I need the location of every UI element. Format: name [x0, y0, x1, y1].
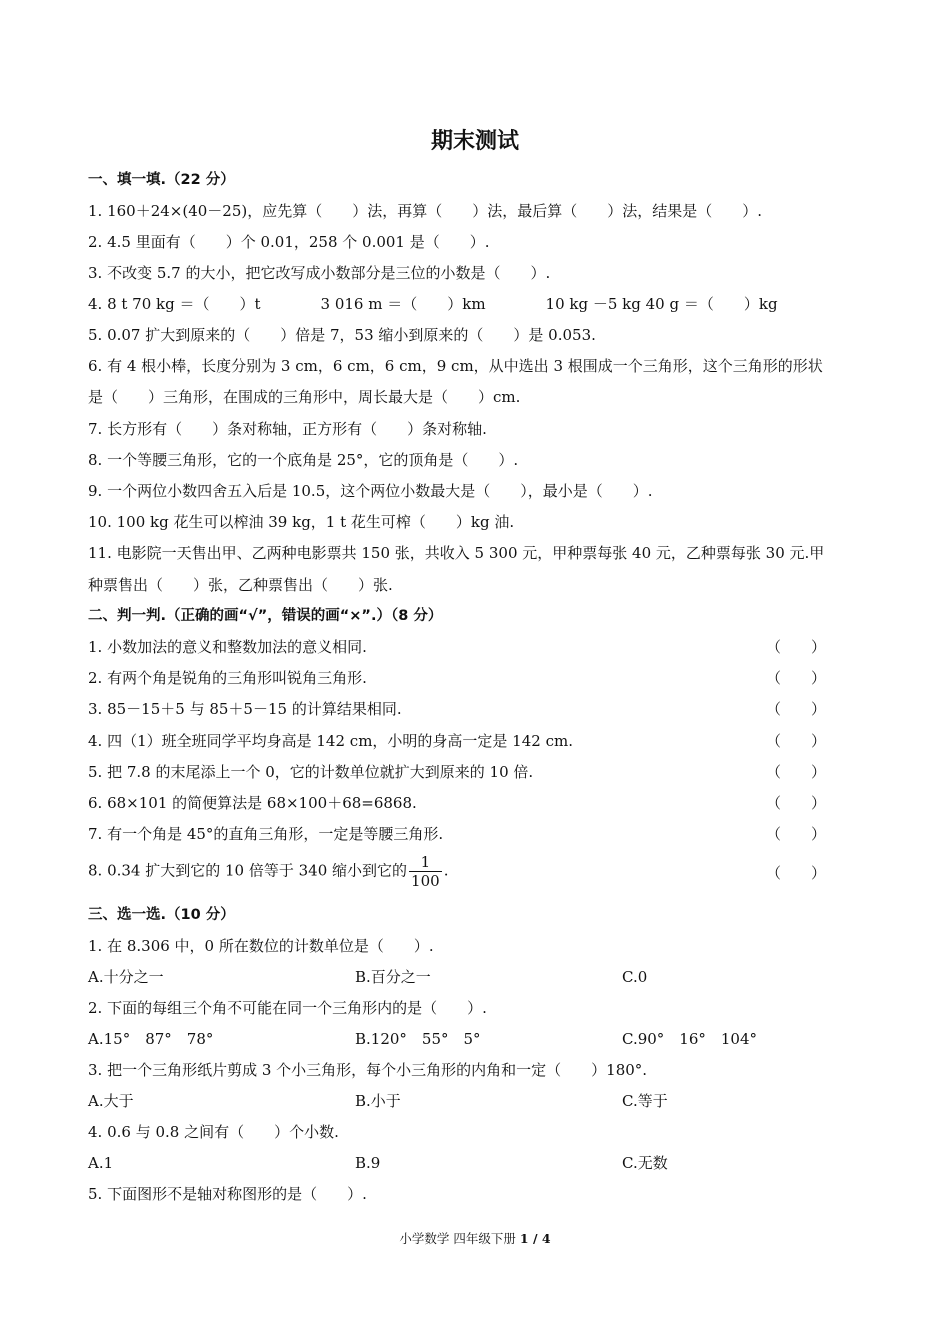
fill-question-11-line2: 种票售出（ ）张，乙种票售出（ ）张.	[88, 576, 393, 594]
choose-question-5: 5. 下面图形不是轴对称图形的是（ ）.	[88, 1185, 367, 1203]
fraction	[409, 853, 442, 890]
fill-question-11-line1: 11. 电影院一天售出甲、乙两种电影票共 150 张，共收入 5 300 元，甲种票每张 40 元，乙种票每张 30 元.甲	[88, 544, 825, 562]
choose-question-2: 2. 下面的每组三个角不可能在同一个三角形内的是（ ）.	[88, 999, 487, 1017]
judge-answer-blank-2[interactable]: （ ）	[766, 669, 827, 687]
fill-question-5: 5. 0.07 扩大到原来的（ ）倍是 7，53 缩小到原来的（ ）是 0.053.	[88, 326, 596, 344]
page-number: 1 / 4	[519, 1231, 551, 1246]
judge-question-3: 3. 85－15＋5 与 85＋5－15 的计算结果相同.	[88, 700, 402, 718]
judge-question-1: 1. 小数加法的意义和整数加法的意义相同.	[88, 638, 367, 656]
judge-question-4: 4. 四（1）班全班同学平均身高是 142 cm，小明的身高一定是 142 cm.	[88, 732, 573, 750]
judge-question-2: 2. 有两个角是锐角的三角形叫锐角三角形.	[88, 669, 367, 687]
judge-answer-blank-5[interactable]: （ ）	[766, 763, 827, 781]
judge-answer-blank-4[interactable]: （ ）	[766, 732, 827, 750]
judge-answer-blank-3[interactable]: （ ）	[766, 700, 827, 718]
choose-option-a[interactable]: A.大于	[88, 1092, 134, 1110]
choose-question-1: 1. 在 8.306 中，0 所在数位的计数单位是（ ）.	[88, 937, 434, 955]
choose-option-a[interactable]: A.十分之一	[88, 968, 164, 986]
page-footer	[0, 1229, 950, 1247]
footer-text: 小学数学 四年级下册	[399, 1231, 516, 1246]
judge-question-5: 5. 把 7.8 的末尾添上一个 0，它的计数单位就扩大到原来的 10 倍.	[88, 763, 534, 781]
fill-question-1: 1. 160＋24×(40－25)，应先算（ ）法，再算（ ）法，最后算（ ）法，结果是（ ）.	[88, 202, 763, 220]
choose-question-3: 3. 把一个三角形纸片剪成 3 个小三角形，每个小三角形的内角和一定（ ）180°.	[88, 1061, 648, 1079]
section-header-choose: 三、选一选.（10 分）	[88, 907, 235, 923]
fill-question-7: 7. 长方形有（ ）条对称轴，正方形有（ ）条对称轴.	[88, 420, 487, 438]
page-title: 期末测试	[430, 129, 519, 154]
choose-option-c[interactable]: C.无数	[622, 1154, 668, 1172]
choose-option-c[interactable]: C.等于	[622, 1092, 668, 1110]
fill-question-6-line2: 是（ ）三角形，在围成的三角形中，周长最大是（ ）cm.	[88, 388, 521, 406]
fill-question-3: 3. 不改变 5.7 的大小，把它改写成小数部分是三位的小数是（ ）.	[88, 264, 551, 282]
fill-question-2: 2. 4.5 里面有（ ）个 0.01，258 个 0.001 是（ ）.	[88, 233, 490, 251]
judge-question-8-text: 8. 0.34 扩大到它的 10 倍等于 340 缩小到它的	[88, 861, 408, 880]
section-header-fill: 一、填一填.（22 分）	[88, 172, 235, 188]
fill-question-8: 8. 一个等腰三角形，它的一个底角是 25°，它的顶角是（ ）.	[88, 451, 519, 469]
choose-option-b[interactable]: B.百分之一	[355, 968, 431, 986]
fill-question-10: 10. 100 kg 花生可以榨油 39 kg，1 t 花生可榨（ ）kg 油.	[88, 513, 515, 531]
section-header-judge: 二、判一判.（正确的画“√”，错误的画“×”.）（8 分）	[88, 608, 443, 624]
judge-answer-blank-8[interactable]: （ ）	[766, 864, 827, 882]
fraction-denominator: 100	[411, 872, 440, 890]
judge-answer-blank-1[interactable]: （ ）	[766, 638, 827, 656]
choose-option-a[interactable]: A.1	[88, 1154, 114, 1172]
judge-question-7: 7. 有一个角是 45°的直角三角形，一定是等腰三角形.	[88, 825, 444, 843]
choose-option-b[interactable]: B.9	[355, 1154, 381, 1172]
choose-option-c[interactable]: C.90° 16° 104°	[622, 1030, 758, 1048]
judge-question-8	[88, 853, 448, 890]
fill-question-6-line1: 6. 有 4 根小棒，长度分别为 3 cm，6 cm，6 cm，9 cm，从中选出 3 根围成一个三角形，这个三角形的形状	[88, 357, 823, 375]
judge-answer-blank-7[interactable]: （ ）	[766, 825, 827, 843]
choose-option-b[interactable]: B.120° 55° 5°	[355, 1030, 481, 1048]
judge-answer-blank-6[interactable]: （ ）	[766, 794, 827, 812]
fill-question-9: 9. 一个两位小数四舍五入后是 10.5，这个两位小数最大是（ ），最小是（ ）.	[88, 482, 653, 500]
choose-option-a[interactable]: A.15° 87° 78°	[88, 1030, 214, 1048]
fill-question-4: 4. 8 t 70 kg ＝（ ）t 3 016 m ＝（ ）km 10 kg －5 kg 40 g ＝（ ）kg	[88, 295, 778, 313]
choose-option-c[interactable]: C.0	[622, 968, 648, 986]
judge-question-6: 6. 68×101 的简便算法是 68×100＋68=6868.	[88, 794, 417, 812]
choose-question-4: 4. 0.6 与 0.8 之间有（ ）个小数.	[88, 1123, 339, 1141]
fraction-numerator: 1	[409, 853, 442, 872]
choose-option-b[interactable]: B.小于	[355, 1092, 401, 1110]
judge-question-8-tail: .	[443, 861, 449, 880]
